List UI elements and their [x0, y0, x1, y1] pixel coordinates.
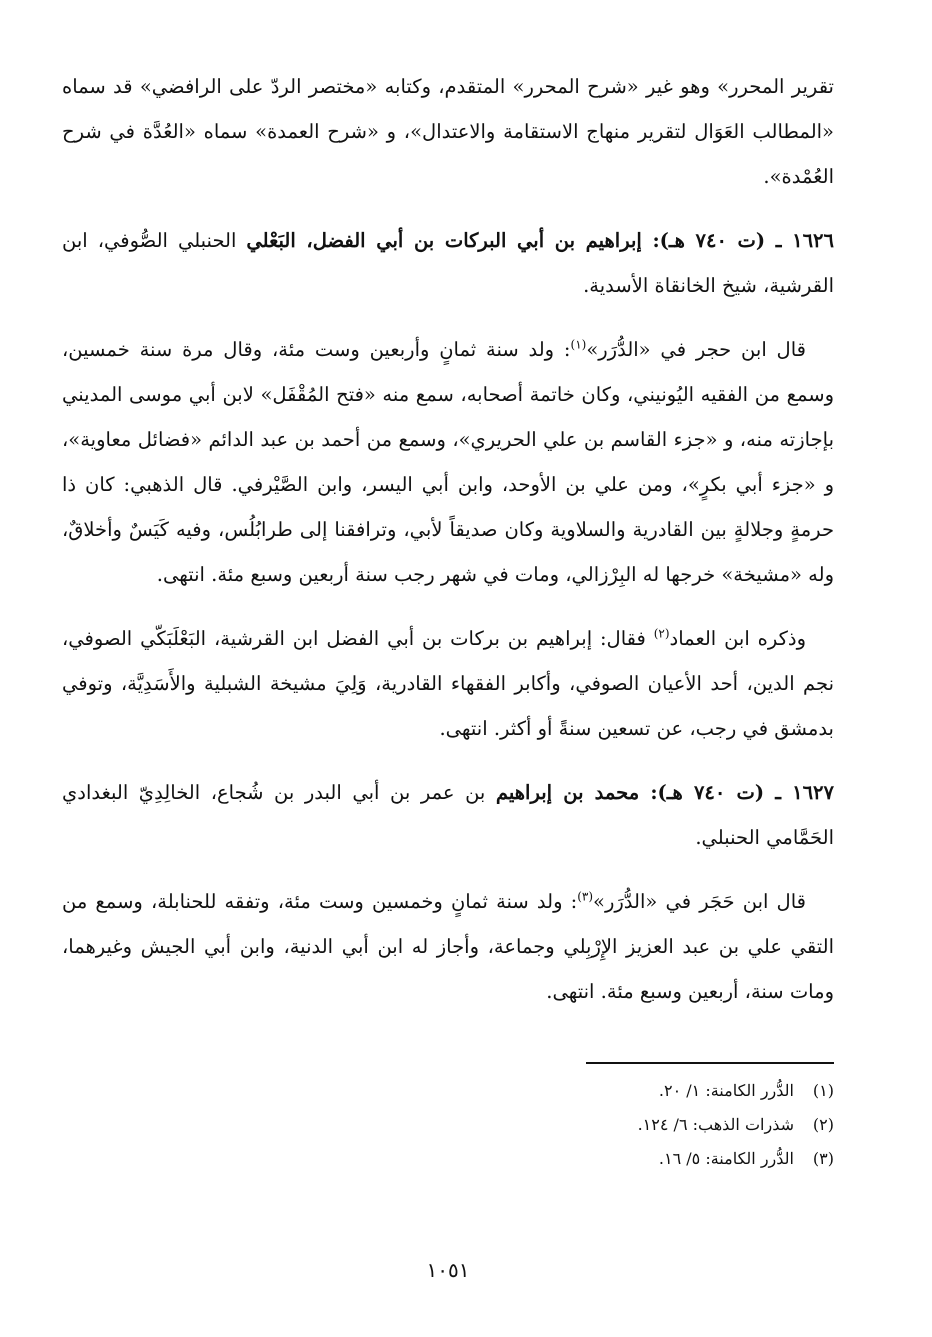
entry-heading: ١٦٢٦ ـ (ت ٧٤٠ هـ):	[641, 229, 834, 252]
footnote-1	[62, 1074, 834, 1108]
footnote-text: الدُّرر الكامنة: ٥/ ١٦.	[658, 1149, 794, 1168]
footnote-number: (٣)	[812, 1149, 834, 1168]
footnote-reference: (١)	[570, 337, 587, 352]
footnote-number: (١)	[812, 1081, 834, 1100]
page-number: ١٠٥١	[426, 1258, 470, 1282]
footnote-reference: (٣)	[577, 889, 594, 904]
footnote-divider	[586, 1062, 834, 1064]
page-body	[62, 64, 834, 1033]
paragraph	[62, 879, 834, 1014]
entry-heading: محمد بن إبراهيم	[495, 781, 640, 804]
entry-heading: ١٦٢٧ ـ (ت ٧٤٠ هـ):	[639, 781, 835, 804]
text-run: : ولد سنة ثمانٍ وخمسين وست مئة، وتفقه للحنابلة، وسمع من التقي علي بن عبد العزيز الإِرْبِلي وجماعة، وأجاز له ابن أبي الدنية، وابن أبي الجيش وغيرهما، ومات سنة، أربعين وسبع مئة. انتهى.	[62, 890, 834, 1003]
footnote-number: (٢)	[812, 1115, 834, 1134]
paragraph	[62, 64, 834, 199]
footnote-text: الدُّرر الكامنة: ١/ ٢٠.	[658, 1081, 794, 1100]
paragraph	[62, 327, 834, 597]
main-text	[62, 64, 834, 1014]
text-run: تقرير المحرر» وهو غير «شرح المحرر» المتقدم، وكتابه «مختصر الردّ على الرافضي» قد سماه «المطالب العَوَال لتقرير منهاج الاستقامة والاعتدال»، و «شرح العمدة» سماه «العُدَّة في شرح العُمْدة».	[62, 75, 834, 188]
footnote-reference: (٢)	[653, 626, 670, 641]
paragraph	[62, 616, 834, 751]
text-run: قال ابن حجر في «الدُّرَر»	[586, 338, 806, 361]
text-run: بن عمر بن أبي البدر بن شُجاع، الخالِدِيّ البغدادي الحَمَّامي الحنبلي.	[62, 781, 834, 849]
footnotes	[62, 1062, 834, 1176]
text-run: : ولد سنة ثمانٍ وأربعين وست مئة، وقال مرة سنة خمسين، وسمع من الفقيه اليُونيني، وكان خاتمة أصحابه، سمع منه «فتح المُقْفَل» لابن أبي موسى المديني بإجازته منه، و «جزء القاسم بن علي الحريري»، وسمع من أحمد بن عبد الدائم «فضائل معاوية»، و «جزء أبي بكرٍ»، ومن علي بن الأوحد، وابن أبي اليسر، وابن الصَّيْرفي. قال الذهبي: كان ذا حرمةٍ وجلالةٍ بين القادرية والسلاوية وكان صديقاً لأبي، وترافقنا إلى طرابُلُس، وفيه كَيَسٌ وأخلاقٌ، وله «مشيخة» خرجها له البِرْزالي، ومات في شهر رجب سنة أربعين وسبع مئة. انتهى.	[62, 338, 835, 586]
text-run: قال ابن حَجَر في «الدُّرَر»	[593, 890, 806, 913]
paragraph	[62, 218, 834, 308]
footnote-3	[62, 1142, 834, 1176]
text-run: وذكره ابن العماد	[669, 627, 806, 650]
text-run: فقال: إبراهيم بن بركات بن أبي الفضل ابن القرشية، البَعْلَبَكّي الصوفي، نجم الدين، أحد الأعيان الصوفي، وأكابر الفقهاء القادرية، وَلِيَ مشيخة الشبلية والأَسَدِيَّة، وتوفي بدمشق في رجب، عن تسعين سنةً أو أكثر. انتهى.	[62, 627, 834, 740]
paragraph	[62, 770, 834, 860]
entry-heading: إبراهيم بن أبي البركات بن أبي الفضل، البَعْلي	[246, 229, 642, 252]
footnote-text: شذرات الذهب: ٦/ ١٢٤.	[637, 1115, 794, 1134]
text-run: الحنبلي الصُّوفي، ابن القرشية، شيخ الخانقاة الأسدية.	[62, 229, 834, 297]
footnote-2	[62, 1108, 834, 1142]
